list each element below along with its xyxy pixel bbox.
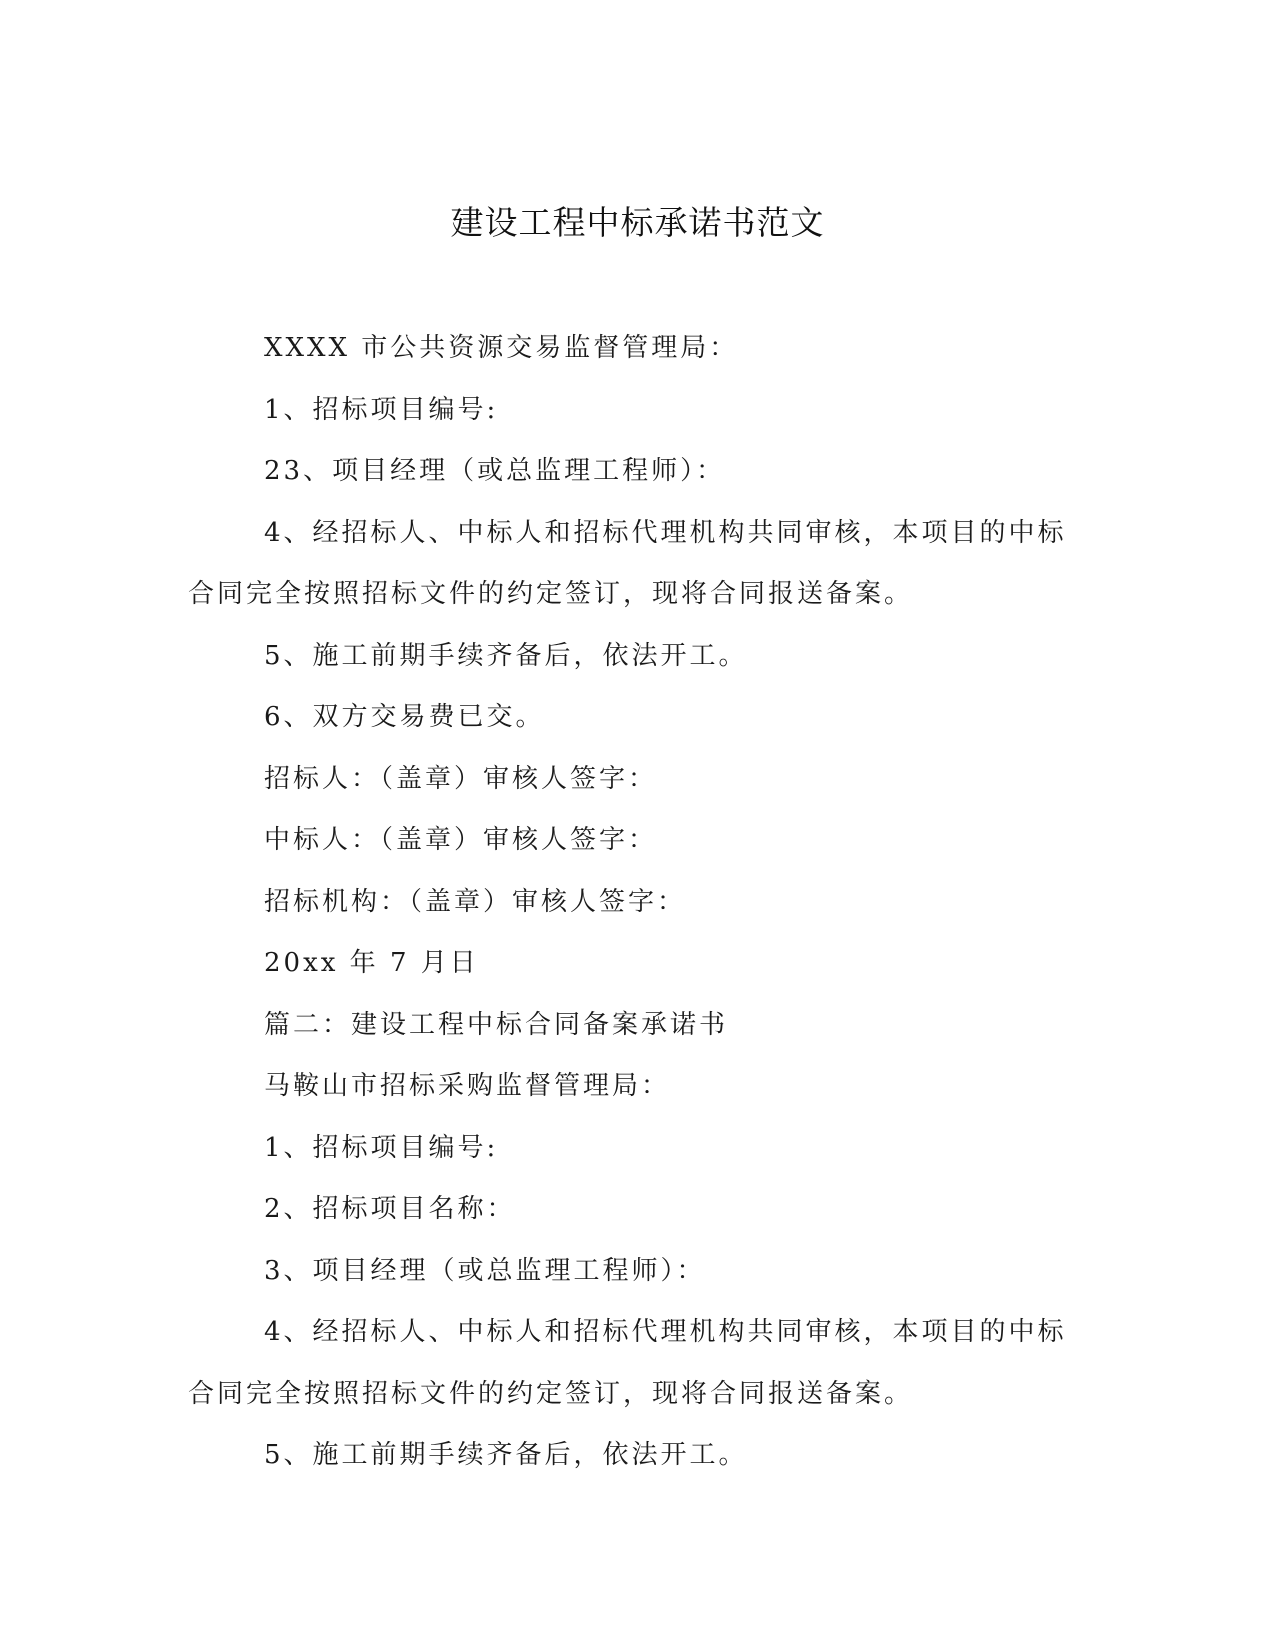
body-line: 1、招标项目编号: [264, 1132, 499, 1163]
body-line: 1、招标项目编号: [264, 394, 499, 425]
body-line: 4、经招标人、中标人和招标代理机构共同审核，本项目的中标 [264, 517, 1067, 548]
signature-line: 中标人：（盖章）审核人签字： [264, 825, 658, 855]
date-line: 20xx 年 7 月日 [264, 948, 479, 978]
body-line-continuation: 合同完全按照招标文件的约定签订，现将合同报送备案。 [188, 579, 914, 609]
addressee-line: XXXX 市公共资源交易监督管理局： [264, 333, 739, 363]
document-title: 建设工程中标承诺书范文 [450, 203, 825, 242]
body-line: 5、施工前期手续齐备后，依法开工。 [264, 1440, 748, 1470]
body-line: 2、招标项目名称： [264, 1194, 516, 1224]
body-line: 3、项目经理（或总监理工程师）： [264, 1255, 706, 1286]
body-line: 23、项目经理（或总监理工程师）： [264, 456, 726, 486]
document-body [188, 318, 1068, 1487]
body-line-continuation: 合同完全按照招标文件的约定签订，现将合同报送备案。 [188, 1378, 914, 1409]
body-line: 6、双方交易费已交。 [264, 702, 545, 732]
signature-line: 招标人：（盖章）审核人签字： [264, 763, 658, 794]
section-heading: 篇二：建设工程中标合同备案承诺书 [264, 1009, 729, 1040]
body-line: 5、施工前期手续齐备后，依法开工。 [264, 640, 748, 671]
addressee-line: 马鞍山市招标采购监督管理局： [264, 1071, 671, 1101]
signature-line: 招标机构：（盖章）审核人签字： [264, 886, 687, 917]
body-line: 4、经招标人、中标人和招标代理机构共同审核，本项目的中标 [264, 1317, 1067, 1347]
